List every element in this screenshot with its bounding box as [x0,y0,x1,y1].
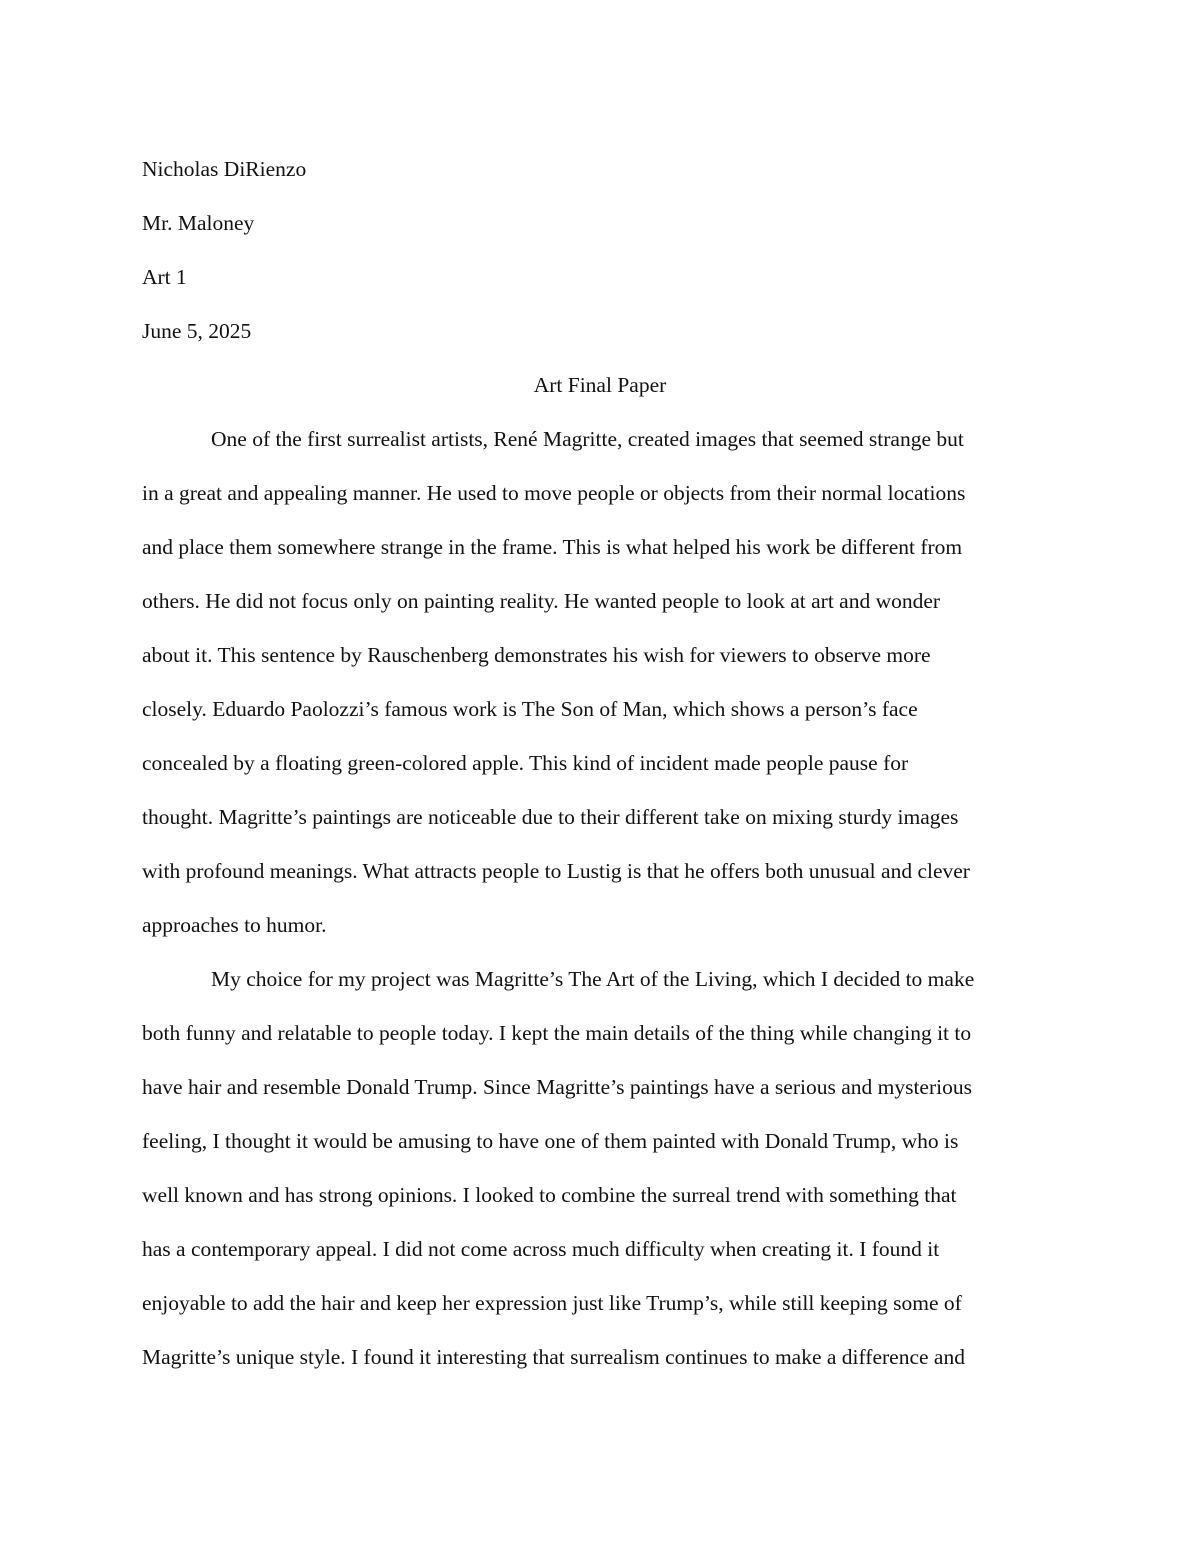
paragraph-line: Magritte’s unique style. I found it interesting that surrealism continues to make a difference and [142,1345,965,1369]
course-name: Art 1 [142,265,187,289]
paragraph-line: thought. Magritte’s paintings are noticeable due to their different take on mixing sturdy images [142,805,959,829]
author-name: Nicholas DiRienzo [142,157,307,181]
document-body [142,142,1058,1384]
paragraph-line: well known and has strong opinions. I looked to combine the surreal trend with something that [142,1183,957,1207]
paragraph-line: One of the first surrealist artists, René Magritte, created images that seemed strange but [211,427,964,451]
paragraph-line: closely. Eduardo Paolozzi’s famous work is The Son of Man, which shows a person’s face [142,697,918,721]
paragraph-line: both funny and relatable to people today. I kept the main details of the thing while changing it to [142,1021,972,1045]
paragraph-1 [142,412,1058,952]
paragraph-line: My choice for my project was Magritte’s The Art of the Living, which I decided to make [211,967,975,991]
paper-title: Art Final Paper [533,373,667,397]
paragraph-line: others. He did not focus only on painting reality. He wanted people to look at art and wonder [142,589,941,613]
paragraph-line: about it. This sentence by Rauschenberg demonstrates his wish for viewers to observe more [142,643,931,667]
paragraph-line: in a great and appealing manner. He used to move people or objects from their normal locations [142,481,966,505]
paragraph-line: concealed by a floating green-colored apple. This kind of incident made people pause for [142,751,909,775]
paragraph-line: have hair and resemble Donald Trump. Since Magritte’s paintings have a serious and mysterious [142,1075,972,1099]
paragraph-line: feeling, I thought it would be amusing to have one of them painted with Donald Trump, who is [142,1129,959,1153]
paragraph-line: has a contemporary appeal. I did not come across much difficulty when creating it. I found it [142,1237,940,1261]
paragraph-line: and place them somewhere strange in the frame. This is what helped his work be different from [142,535,963,559]
paragraph-line: with profound meanings. What attracts people to Lustig is that he offers both unusual and clever [142,859,970,883]
teacher-name: Mr. Maloney [142,211,255,235]
paragraph-2 [142,952,1058,1384]
paragraph-line: approaches to humor. [142,913,327,937]
paper-date: June 5, 2025 [142,319,252,343]
paragraph-line: enjoyable to add the hair and keep her expression just like Trump’s, while still keeping some of [142,1291,962,1315]
